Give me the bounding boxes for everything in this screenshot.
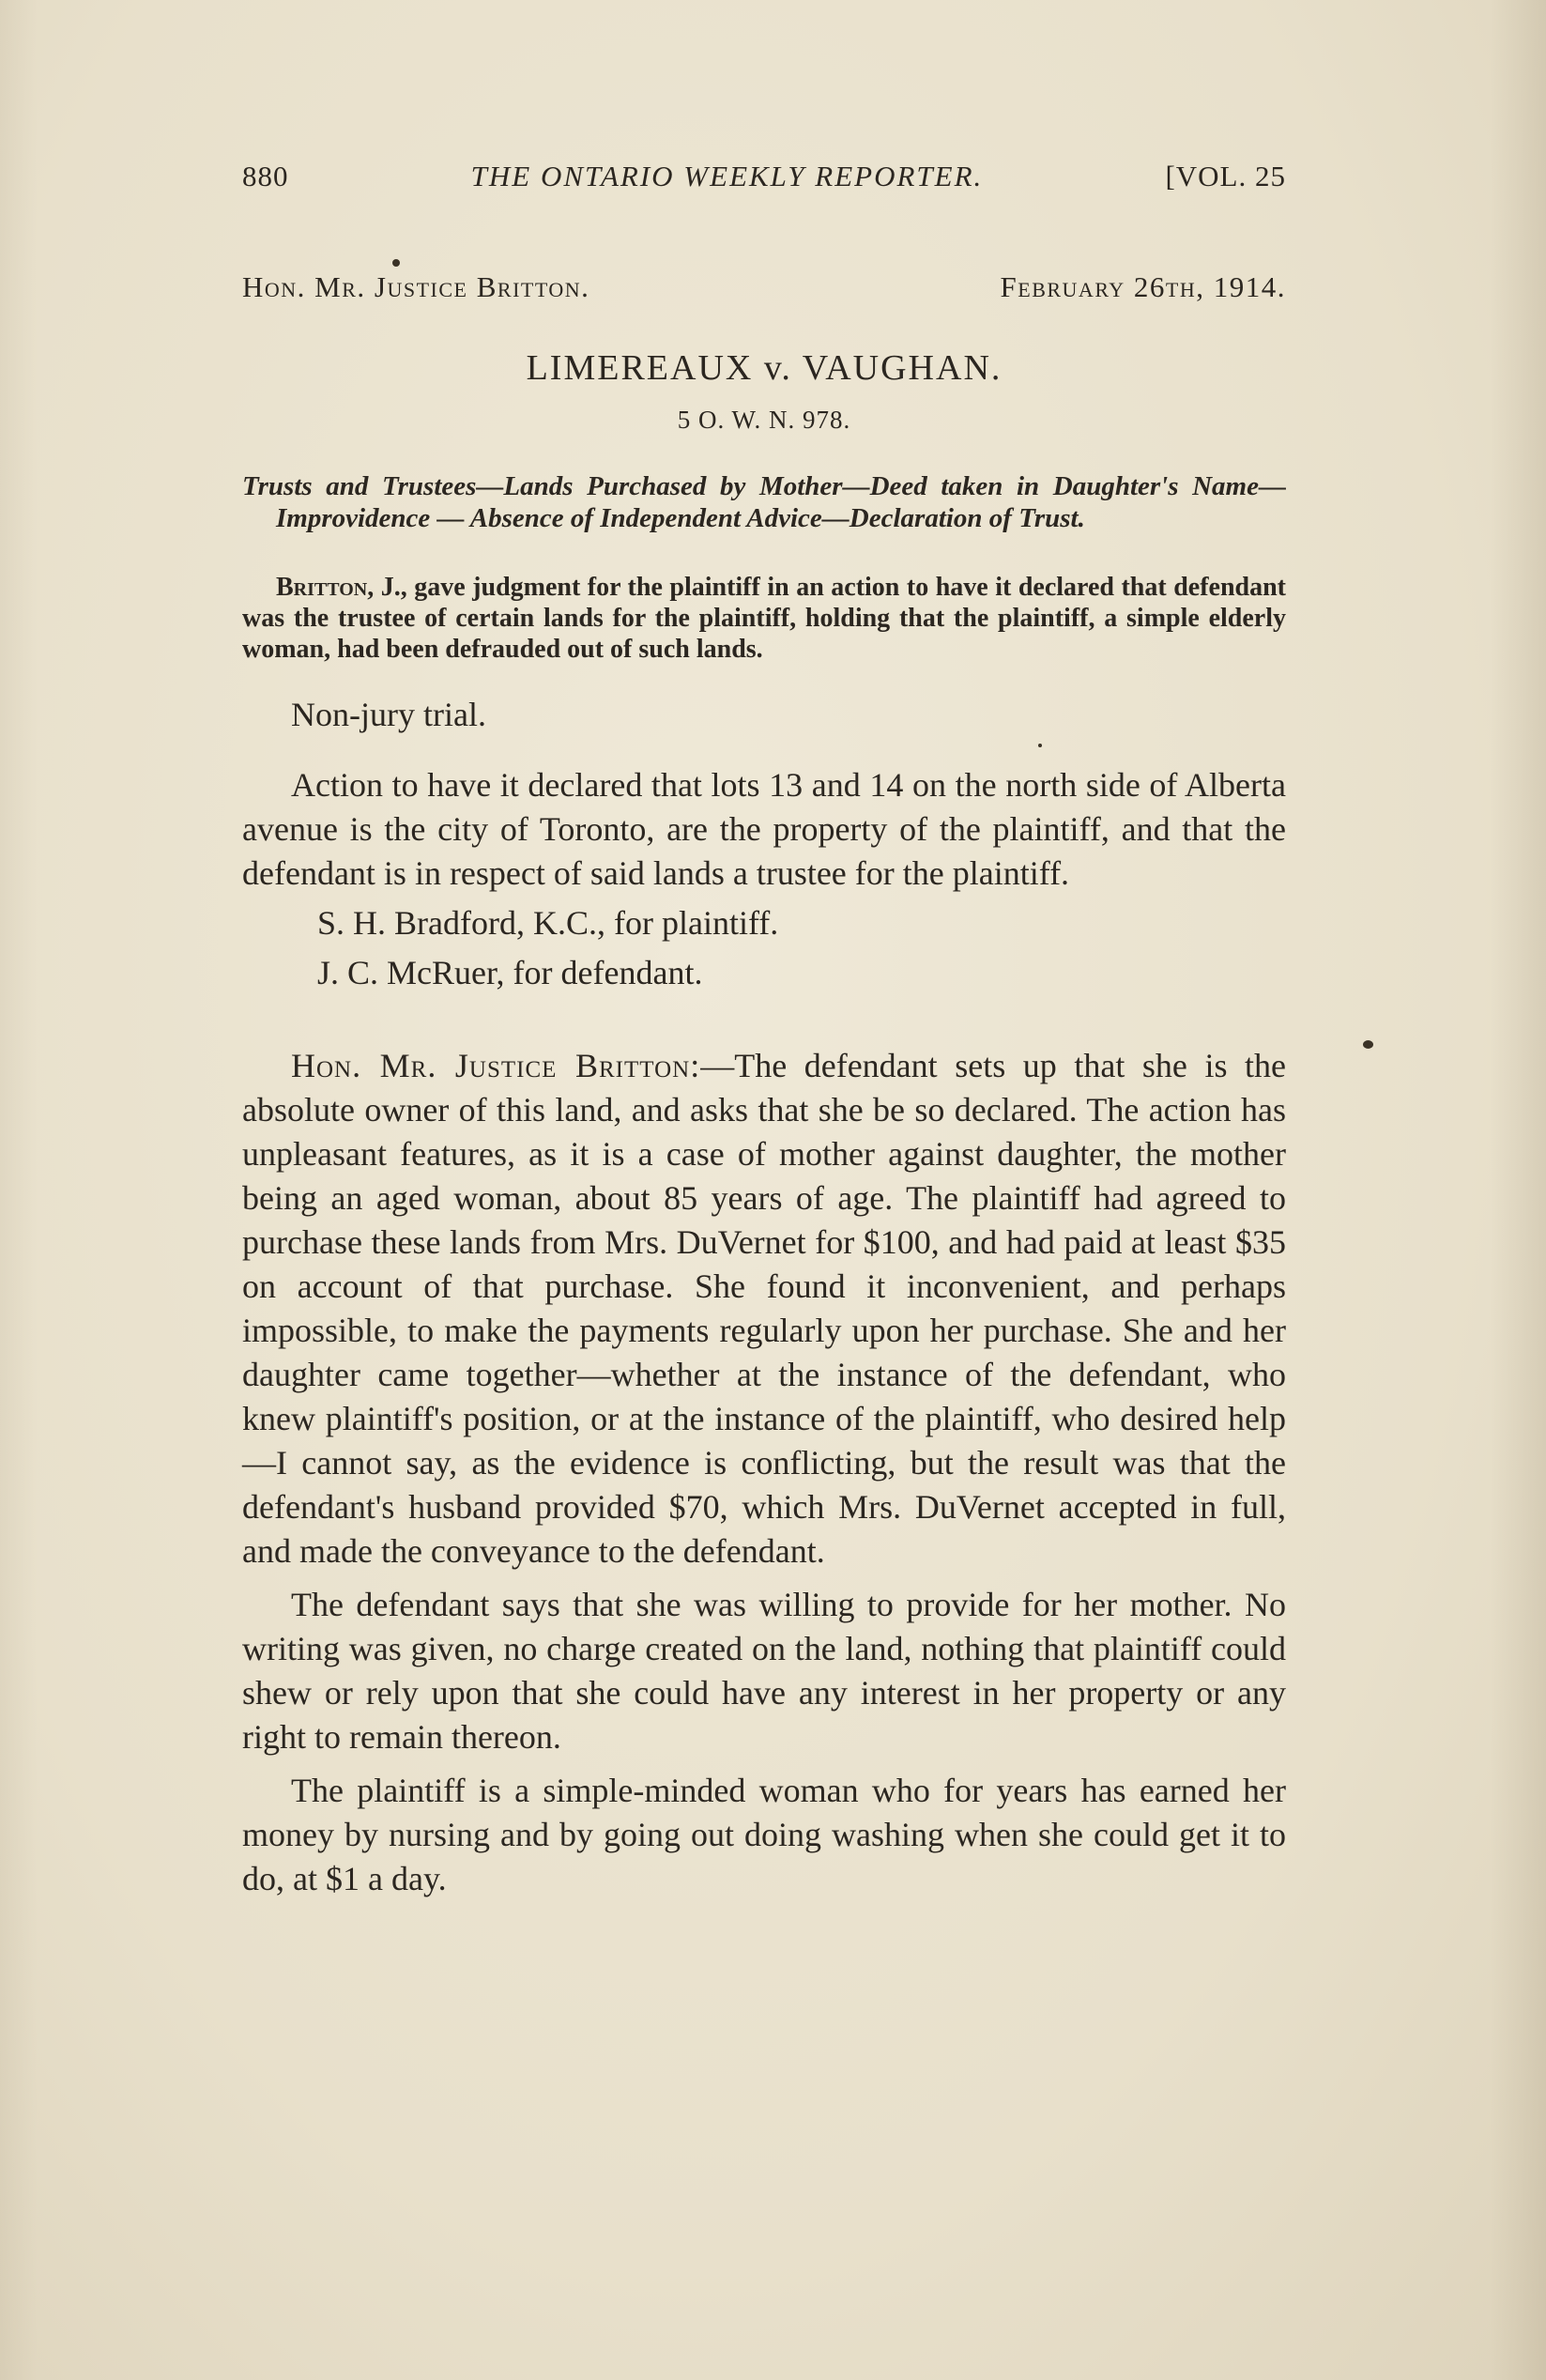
publication-title: THE ONTARIO WEEKLY REPORTER.: [470, 160, 984, 192]
case-summary: [242, 572, 1286, 665]
judgment-text-1: —The defendant sets up that she is the absolute owner of this land, and asks that she be so declared. The action has unpleasant features, as it is a case of mother against daughter, the mother being an aged woman, about 85 years of age. The plaintiff had agreed to purchase these lands from Mrs. DuVernet for $100, and had paid at least $35 on account of that purchase. She found it inconvenient, and perhaps impossible, to make the payments regularly upon her purchase. She and her daughter came together—whether at the instance of the defendant, who knew plaintiff's position, or at the instance of the plaintiff, who desired help—I cannot say, as the evidence is conflicting, but the result was that the defendant's husband provided $70, which Mrs. DuVernet accepted in full, and made the conveyance to the defendant.: [242, 1047, 1286, 1570]
page-content: [242, 160, 1286, 1901]
judgment-paragraph-1: [242, 1044, 1286, 1574]
counsel-plaintiff: S. H. Bradford, K.C., for plaintiff.: [317, 904, 779, 942]
volume-label: [VOL. 25: [1165, 160, 1286, 192]
page-edge-shadow-left: [0, 0, 38, 2380]
page-number: 880: [242, 160, 289, 192]
trial-type: Non-jury trial.: [291, 696, 486, 733]
case-title: LIMEREAUX v. VAUGHAN.: [526, 348, 1003, 388]
judgment-paragraph-3: The plaintiff is a simple-minded woman who for years has earned her money by nursing and by going out doing washing when she could get it to do, at $1 a day.: [242, 1772, 1286, 1897]
counsel-defendant: J. C. McRuer, for defendant.: [317, 954, 703, 991]
case-citation: 5 O. W. N. 978.: [677, 406, 851, 434]
page-edge-shadow-right: [1490, 0, 1546, 2380]
summary-text: gave judgment for the plaintiff in an action to have it declared that defendant was the trustee of certain lands for the plaintiff, holding that the plaintiff, a simple elderly woman, had been defrauded out of such lands.: [242, 573, 1286, 664]
running-head: [242, 160, 1286, 193]
ink-speck: [1363, 1040, 1373, 1049]
headnote: Trusts and Trustees—Lands Purchased by Mother—Deed taken in Daughter's Name—Improvidence — Absence of Independent Advice—Declaration of Trust.: [242, 471, 1286, 533]
judge-line: [242, 270, 1286, 304]
judge-name: Hon. Mr. Justice Britton.: [242, 270, 590, 303]
judgment-speaker: Hon. Mr. Justice Britton:: [291, 1047, 701, 1084]
action-paragraph: Action to have it declared that lots 13 and 14 on the north side of Alberta avenue is the city of Toronto, are the property of the plaintiff, and that the defendant is in respect of said lands a trustee for the plaintiff.: [242, 766, 1286, 892]
judgment-paragraph-2: The defendant says that she was willing to provide for her mother. No writing was given, no charge created on the land, nothing that plaintiff could shew or rely upon that she could have any interest in her property or any right to remain thereon.: [242, 1586, 1286, 1756]
judgment-date: February 26th, 1914.: [1000, 270, 1286, 303]
summary-judge: Britton, J.,: [276, 573, 407, 602]
